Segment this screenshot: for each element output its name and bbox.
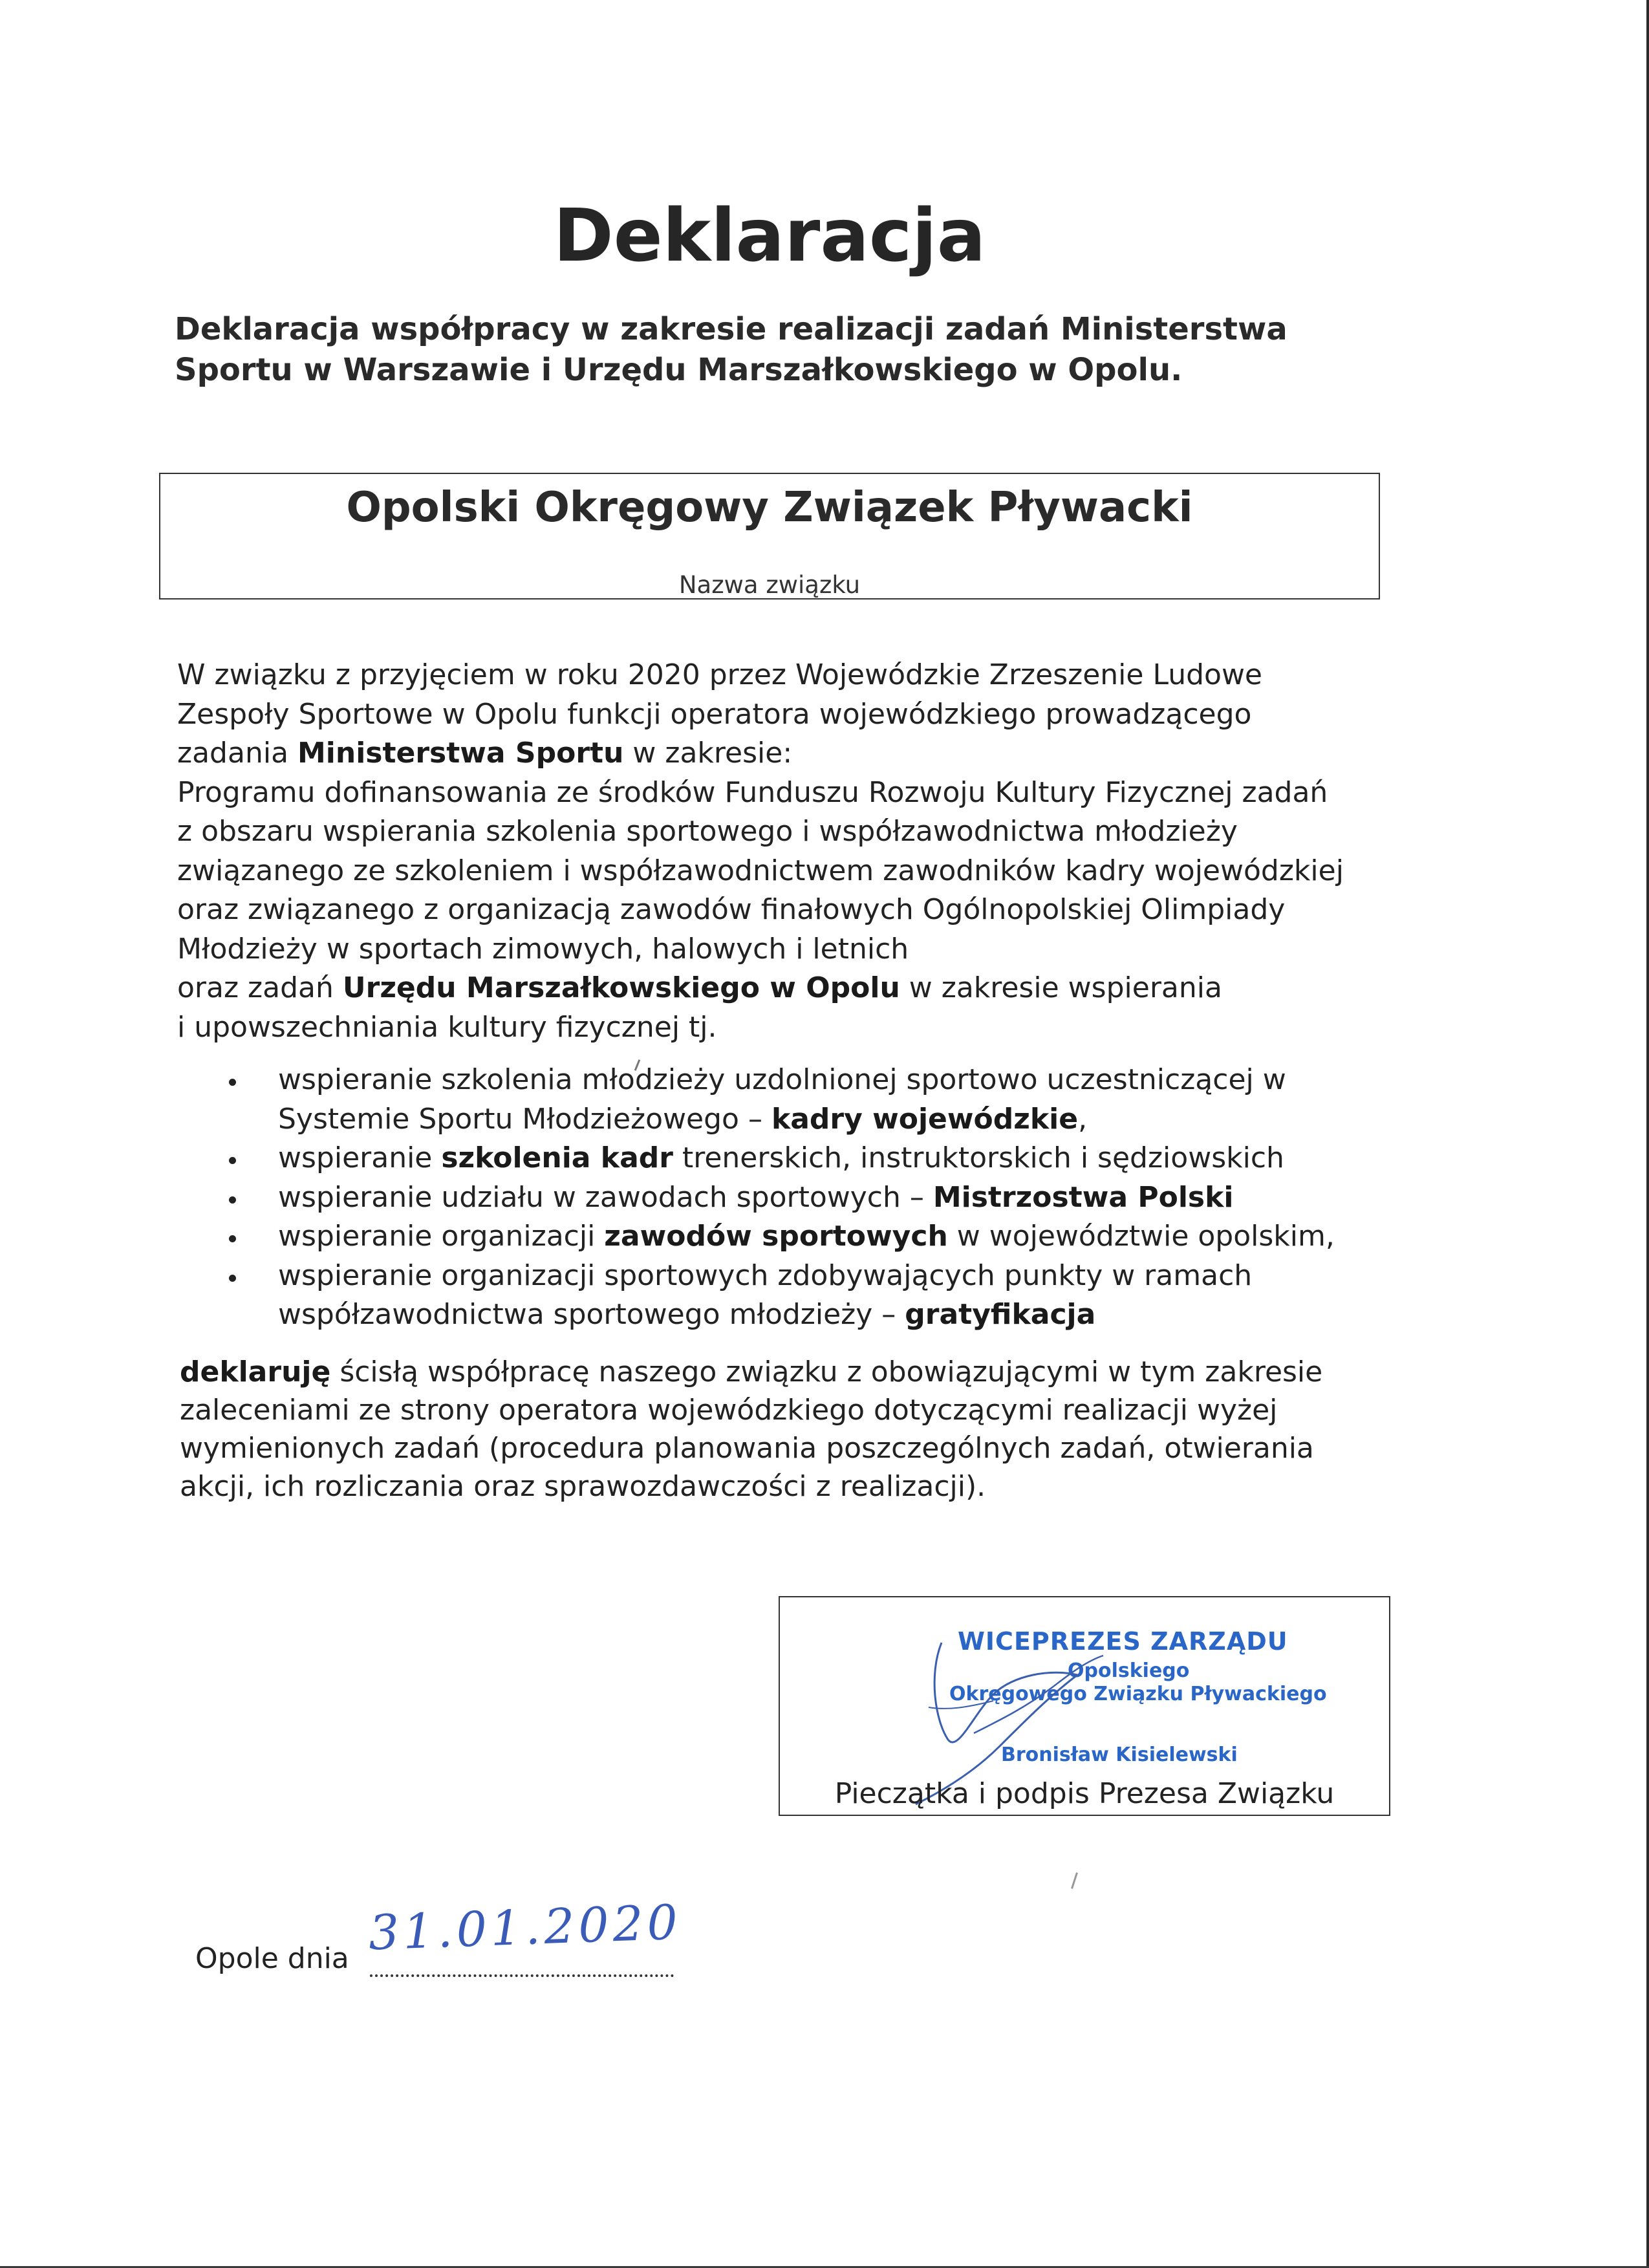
bullet-line: wspieranie organizacji sportowych zdobywających punkty w ramach (278, 1258, 1253, 1292)
union-name-box (159, 473, 1380, 599)
closing-line: zaleceniami ze strony operatora wojewódzkiego dotyczącymi realizacji wyżej (180, 1394, 1278, 1427)
bullet-bold: kadry wojewódzkie (771, 1102, 1079, 1136)
bullet-item (220, 1217, 1384, 1257)
intro-text: zadania (177, 737, 298, 770)
intro-line: z obszaru wspierania szkolenia sportowego i współzawodnictwa młodzieży (177, 815, 1238, 848)
task-bullet-list (220, 1061, 1384, 1335)
subtitle-line-1: Deklaracja współpracy w zakresie realizacji zadań Ministerstwa (175, 311, 1288, 347)
intro-ministry-name: Ministerstwa Sportu (297, 737, 624, 770)
stamp-title: WICEPREZES ZARZĄDU (958, 1627, 1288, 1656)
bullet-item (220, 1257, 1384, 1335)
signature-stamp-box (779, 1596, 1390, 1816)
bullet-bold: gratyfikacja (905, 1298, 1096, 1331)
intro-text: w zakresie: (623, 737, 793, 770)
stray-pen-mark (1071, 1872, 1078, 1889)
intro-line (177, 734, 1471, 773)
closing-paragraph (180, 1353, 1460, 1506)
intro-line: oraz związanego z organizacją zawodów finałowych Ogólnopolskiej Olimpiady (177, 893, 1286, 926)
bullet-text: wspieranie udziału w zawodach sportowych – (278, 1180, 933, 1214)
intro-line: Programu dofinansowania ze środków Funduszu Rozwoju Kultury Fizycznej zadań (177, 775, 1328, 809)
union-name-caption: Nazwa związku (678, 571, 861, 599)
intro-office-name: Urzędu Marszałkowskiego w Opolu (342, 971, 900, 1004)
bullet-bold: zawodów sportowych (604, 1220, 948, 1253)
date-label: Opole dnia (195, 1942, 349, 1975)
intro-line: i upowszechniania kultury fizycznej tj. (177, 1010, 717, 1044)
bullet-bold: Mistrzostwa Polski (932, 1180, 1234, 1214)
bullet-text: współzawodnictwa sportowego młodzieży – (278, 1298, 905, 1331)
document-title: Deklaracja (553, 194, 986, 278)
bullet-line (278, 1100, 1384, 1139)
closing-declare-word: deklaruję (180, 1355, 331, 1388)
union-name: Opolski Okręgowy Związek Pływacki (346, 484, 1193, 532)
intro-text: oraz zadań (177, 971, 343, 1004)
bullet-text: w województwie opolskim, (947, 1220, 1335, 1253)
bullet-text: wspieranie (278, 1141, 442, 1174)
intro-line: związanego ze szkoleniem i współzawodnictwem zawodników kadry wojewódzkiej (177, 854, 1344, 887)
bullet-text: wspieranie organizacji (278, 1220, 605, 1253)
bullet-line: wspieranie szkolenia młodzieży uzdolnionej sportowo uczestniczącej w (278, 1063, 1286, 1096)
document-subtitle (175, 309, 1468, 391)
intro-line (177, 969, 1471, 1008)
stamp-signatory-name: Bronisław Kisielewski (1001, 1744, 1238, 1766)
closing-line: wymienionych zadań (procedura planowania poszczególnych zadań, otwierania (180, 1432, 1314, 1465)
intro-paragraph (177, 656, 1471, 1047)
bullet-item (220, 1061, 1384, 1139)
stamp-line: Opolskiego (1068, 1659, 1190, 1682)
bullet-text: trenerskich, instruktorskich i sędziowskich (673, 1141, 1284, 1174)
scan-edge-right (1646, 0, 1649, 2268)
intro-line: Młodzieży w sportach zimowych, halowych i letnich (177, 932, 909, 966)
intro-line: W związku z przyjęciem w roku 2020 przez Wojewódzkie Zrzeszenie Ludowe (177, 658, 1262, 691)
bullet-item (220, 1139, 1384, 1178)
handwritten-date: 31.01.2020 (367, 1894, 683, 1961)
bullet-bold: szkolenia kadr (441, 1141, 673, 1174)
date-dotted-line (370, 1974, 674, 1977)
closing-text: ścisłą współpracę naszego związku z obowiązującymi w tym zakresie (330, 1355, 1323, 1388)
bullet-text: , (1078, 1102, 1088, 1136)
intro-text: w zakresie wspierania (900, 971, 1222, 1004)
bullet-item (220, 1178, 1384, 1218)
bullet-line (278, 1295, 1384, 1335)
subtitle-line-2: Sportu w Warszawie i Urzędu Marszałkowskiego w Opolu. (175, 352, 1183, 388)
closing-line (180, 1353, 1460, 1391)
intro-line: Zespoły Sportowe w Opolu funkcji operatora wojewódzkiego prowadzącego (177, 697, 1252, 731)
stamp-line: Okręgowego Związku Pływackiego (949, 1683, 1327, 1705)
stamp-caption: Pieczątka i podpis Prezesa Związku (834, 1777, 1335, 1810)
bullet-text: Systemie Sportu Młodzieżowego – (278, 1102, 771, 1136)
closing-line: akcji, ich rozliczania oraz sprawozdawczości z realizacji). (180, 1470, 986, 1503)
